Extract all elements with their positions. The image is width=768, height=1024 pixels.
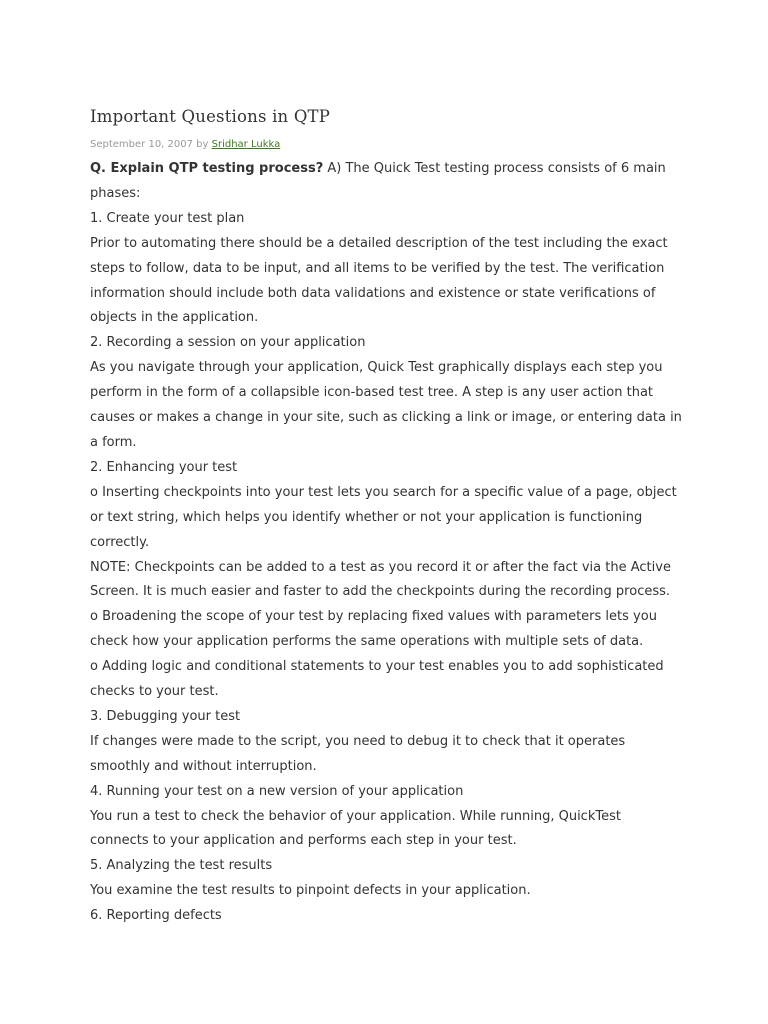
author-link[interactable]: Sridhar Lukka	[211, 139, 281, 150]
post-by: by	[196, 139, 209, 150]
paragraph-parameters: o Broadening the scope of your test by replacing fixed values with parameters lets you check how your application performs the same operations with multiple sets of data.	[90, 609, 657, 650]
post-date: September 10, 2007	[90, 139, 193, 150]
paragraph-debugging: If changes were made to the script, you need to debug it to check that it operates smoothly and without interruption.	[90, 733, 626, 774]
paragraph-logic: o Adding logic and conditional statements to your test enables you to add sophisticated checks to your test.	[90, 659, 664, 700]
post-body	[90, 157, 682, 929]
paragraph-running: You run a test to check the behavior of your application. While running, QuickTest connects to your application and performs each step in your test.	[90, 808, 621, 849]
step-heading-enhancing: 2. Enhancing your test	[90, 459, 238, 475]
paragraph-create-plan: Prior to automating there should be a detailed description of the test including the exact steps to follow, data to be input, and all items to be verified by the test. The verification information should include both data validations and existence or state verifications of objects in the application.	[90, 235, 668, 326]
question-text: Q. Explain QTP testing process?	[90, 161, 324, 176]
step-heading-reporting: 6. Reporting defects	[90, 908, 222, 924]
step-heading-create-plan: 1. Create your test plan	[90, 210, 245, 226]
answer-intro: A) The Quick Test testing process consists of 6 main phases:	[90, 161, 666, 201]
post-title: Important Questions in QTP	[90, 107, 331, 126]
paragraph-note: NOTE: Checkpoints can be added to a test as you record it or after the fact via the Active Screen. It is much easier and faster to add the checkpoints during the recording process.	[90, 559, 671, 600]
step-heading-analyzing: 5. Analyzing the test results	[90, 858, 273, 874]
post-meta	[90, 134, 682, 156]
paragraph-analyzing: You examine the test results to pinpoint defects in your application.	[90, 883, 531, 899]
step-heading-debugging: 3. Debugging your test	[90, 708, 241, 724]
step-heading-running: 4. Running your test on a new version of your application	[90, 783, 464, 799]
paragraph-checkpoints: o Inserting checkpoints into your test lets you search for a specific value of a page, object or text string, which helps you identify whether or not your application is functioning correctly.	[90, 484, 677, 550]
paragraph-recording: As you navigate through your application, Quick Test graphically displays each step you perform in the form of a collapsible icon-based test tree. A step is any user action that causes or makes a change in your site, such as clicking a link or image, or entering data in a form.	[90, 360, 682, 450]
intro-paragraph	[90, 157, 682, 207]
step-heading-recording: 2. Recording a session on your application	[90, 335, 366, 351]
article	[90, 100, 682, 929]
